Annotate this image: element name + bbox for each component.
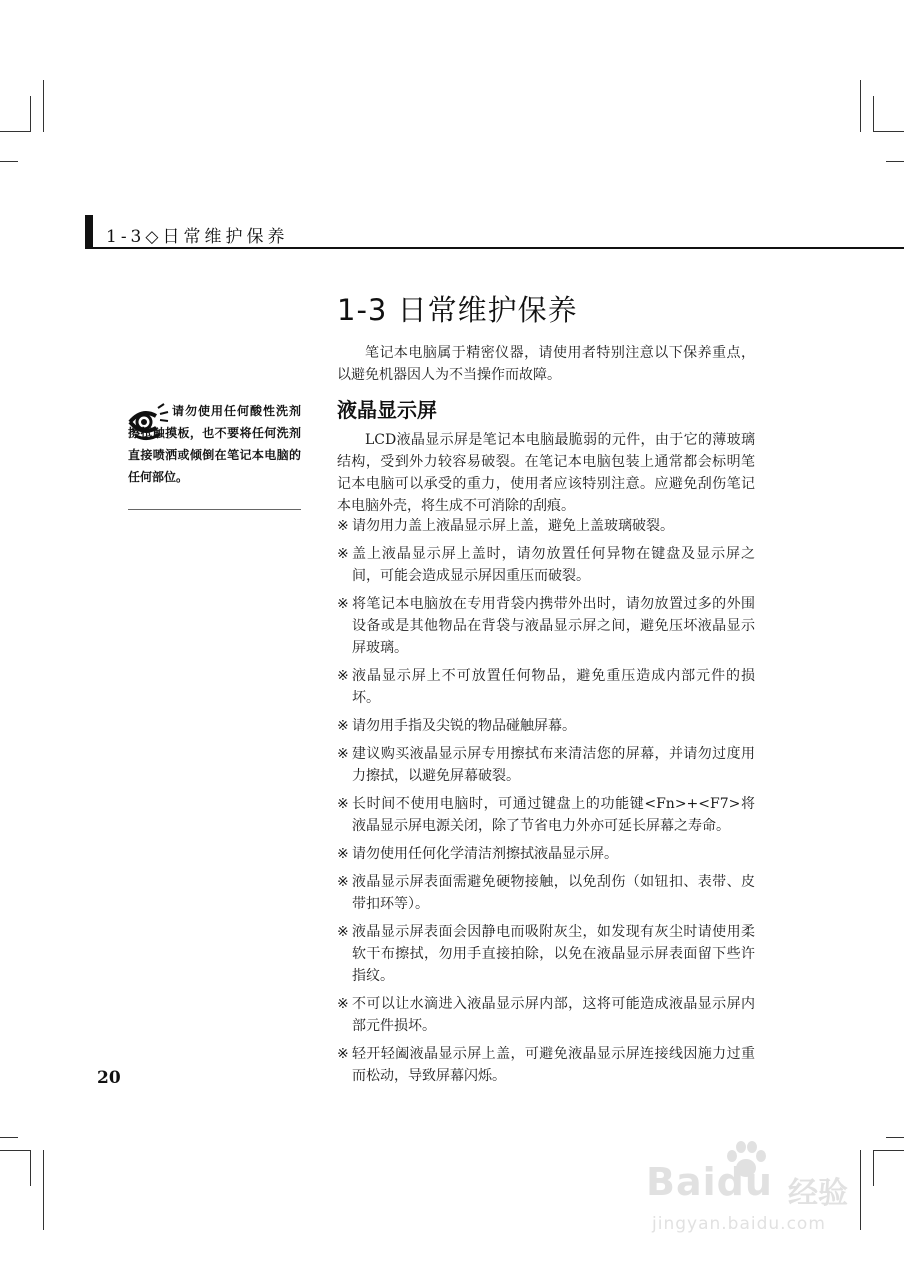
header-rule <box>85 247 904 249</box>
note-text: 建议购买液晶显示屏专用擦拭布来清洁您的屏幕，并请勿过度用力擦拭，以避免屏幕破裂。 <box>352 746 755 784</box>
note-text: 液晶显示屏表面会因静电而吸附灰尘，如发现有灰尘时请使用柔软干布擦拭，勿用手直接拍除，以免在液晶显示屏表面留下些许指纹。 <box>352 924 755 984</box>
crop-mark <box>886 161 904 162</box>
watermark <box>640 1140 850 1240</box>
crop-mark <box>0 1150 31 1151</box>
crop-mark <box>886 1137 904 1138</box>
note-mark: ※ <box>337 874 349 890</box>
note-text: 不可以让水滴进入液晶显示屏内部，这将可能造成液晶显示屏内部元件损坏。 <box>352 996 755 1034</box>
note-text: 请勿使用任何化学清洁剂擦拭液晶显示屏。 <box>352 846 618 862</box>
notes-list <box>337 515 755 1093</box>
crop-mark <box>873 1150 904 1151</box>
note-item <box>337 543 755 587</box>
crop-mark <box>0 131 31 132</box>
note-mark: ※ <box>337 718 349 734</box>
note-mark: ※ <box>337 518 349 534</box>
crop-mark <box>30 1150 31 1186</box>
watermark-cn: 经验 <box>788 1176 848 1211</box>
crop-mark <box>43 1150 44 1230</box>
note-text: 将笔记本电脑放在专用背袋内携带外出时，请勿放置过多的外围设备或是其他物品在背袋与液晶显示屏之间，避免压坏液晶显示屏玻璃。 <box>352 596 755 656</box>
sidebar-tip <box>128 400 301 488</box>
note-item <box>337 743 755 787</box>
header-bar <box>85 215 93 248</box>
sidebar-rule <box>128 509 301 510</box>
sidebar-note: 请勿使用任何酸性洗剂擦拭触摸板，也不要将任何洗剂直接喷洒或倾倒在笔记本电脑的任何部位。 <box>128 404 301 484</box>
page-number: 20 <box>97 1068 121 1088</box>
note-text: 轻开轻阖液晶显示屏上盖，可避免液晶显示屏连接线因施力过重而松动，导致屏幕闪烁。 <box>352 1046 755 1084</box>
note-mark: ※ <box>337 546 349 562</box>
note-mark: ※ <box>337 746 349 762</box>
note-item <box>337 665 755 709</box>
note-item <box>337 715 755 737</box>
note-mark: ※ <box>337 796 349 812</box>
crop-mark <box>0 1137 18 1138</box>
crop-mark <box>30 96 31 132</box>
note-item <box>337 843 755 865</box>
crop-mark <box>873 96 874 132</box>
note-text: 盖上液晶显示屏上盖时，请勿放置任何异物在键盘及显示屏之间，可能会造成显示屏因重压而破裂。 <box>352 546 755 584</box>
watermark-logo: Baidu <box>646 1160 773 1204</box>
note-text: 液晶显示屏表面需避免硬物接触，以免刮伤（如钮扣、表带、皮带扣环等）。 <box>352 874 755 912</box>
crop-mark <box>0 161 18 162</box>
watermark-url: jingyan.baidu.com <box>652 1214 826 1234</box>
note-mark: ※ <box>337 596 349 612</box>
note-item <box>337 515 755 537</box>
crop-mark <box>873 131 904 132</box>
section-heading: 液晶显示屏 <box>337 398 437 422</box>
note-item <box>337 993 755 1037</box>
note-text: 请勿用手指及尖锐的物品碰触屏幕。 <box>352 718 576 734</box>
intro-paragraph: 笔记本电脑属于精密仪器，请使用者特别注意以下保养重点，以避免机器因人为不当操作而故障。 <box>337 345 755 383</box>
crop-mark <box>860 80 861 132</box>
crop-mark <box>43 80 44 132</box>
note-mark: ※ <box>337 668 349 684</box>
note-item <box>337 593 755 659</box>
note-item <box>337 1043 755 1087</box>
note-item <box>337 921 755 987</box>
note-mark: ※ <box>337 1046 349 1062</box>
note-mark: ※ <box>337 924 349 940</box>
crop-mark <box>873 1150 874 1186</box>
page-title: 1-3 日常维护保养 <box>337 293 578 327</box>
note-mark: ※ <box>337 846 349 862</box>
crop-mark <box>860 1150 861 1230</box>
note-item <box>337 871 755 915</box>
note-mark: ※ <box>337 996 349 1012</box>
note-text: 长时间不使用电脑时，可通过键盘上的功能键<Fn>+<F7>将液晶显示屏电源关闭，除了节省电力外亦可延长屏幕之寿命。 <box>352 796 755 834</box>
note-text: 请勿用力盖上液晶显示屏上盖，避免上盖玻璃破裂。 <box>352 518 674 534</box>
running-header: 1-3◇日常维护保养 <box>106 227 289 247</box>
note-text: 液晶显示屏上不可放置任何物品，避免重压造成内部元件的损坏。 <box>352 668 755 706</box>
note-item <box>337 793 755 837</box>
section-paragraph: LCD液晶显示屏是笔记本电脑最脆弱的元件，由于它的薄玻璃结构，受到外力较容易破裂。在笔记本电脑包装上通常都会标明笔记本电脑可以承受的重力，使用者应该特别注意。应避免刮伤笔记本电脑外壳，将生成不可消除的刮痕。 <box>337 432 755 514</box>
